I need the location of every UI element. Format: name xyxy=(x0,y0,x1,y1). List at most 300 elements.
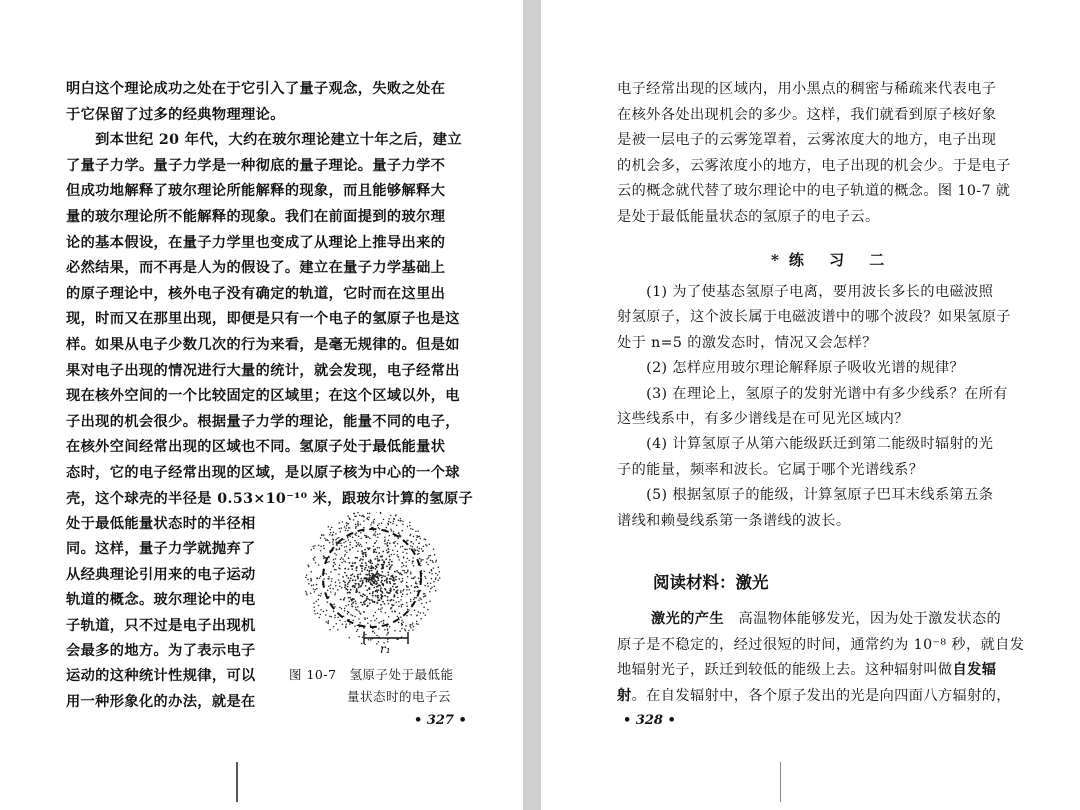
cloud-dot xyxy=(359,545,361,547)
cloud-dot xyxy=(352,606,354,608)
left-wrapped-line-2: 同。这样，量子力学就抛弃了 xyxy=(66,541,256,558)
cloud-dot xyxy=(356,625,358,627)
cloud-dot xyxy=(367,574,369,576)
cloud-dot xyxy=(406,582,408,584)
cloud-dot xyxy=(419,548,421,550)
cloud-dot xyxy=(415,583,417,585)
cloud-dot xyxy=(349,535,351,537)
cloud-dot xyxy=(414,597,416,599)
cloud-dot xyxy=(313,606,315,608)
cloud-dot xyxy=(437,574,439,576)
cloud-dot xyxy=(379,599,381,601)
cloud-dot xyxy=(347,583,349,585)
cloud-dot xyxy=(409,522,411,524)
cloud-dot xyxy=(398,520,400,522)
cloud-dot xyxy=(362,636,364,638)
cloud-dot xyxy=(362,556,364,558)
cloud-dot xyxy=(372,591,374,593)
cloud-dot xyxy=(395,576,397,578)
cloud-dot xyxy=(414,587,416,589)
cloud-dot xyxy=(393,599,395,601)
cloud-dot xyxy=(439,571,441,573)
cloud-dot xyxy=(335,554,337,556)
cloud-dot xyxy=(386,582,388,584)
cloud-dot xyxy=(407,539,409,541)
cloud-dot xyxy=(431,578,433,580)
cloud-dot xyxy=(393,604,395,606)
cloud-dot xyxy=(366,589,368,591)
cloud-dot xyxy=(344,555,346,557)
cloud-dot xyxy=(373,574,375,576)
cloud-dot xyxy=(424,576,426,578)
cloud-dot xyxy=(328,526,330,528)
cloud-dot xyxy=(384,603,386,605)
left-text-line-6: 量的玻尔理论所不能解释的现象。我们在前面提到的玻尔理 xyxy=(66,209,446,225)
cloud-dot xyxy=(352,562,354,564)
cloud-dot xyxy=(339,548,341,550)
cloud-dot xyxy=(419,597,421,599)
cloud-dot xyxy=(348,612,350,614)
cloud-dot xyxy=(314,591,316,593)
cloud-dot xyxy=(401,530,403,532)
cloud-dot xyxy=(365,552,367,554)
cloud-dot xyxy=(361,545,363,547)
cloud-dot xyxy=(332,538,334,540)
cloud-dot xyxy=(377,547,379,549)
cloud-dot xyxy=(326,621,328,623)
cloud-dot xyxy=(358,542,360,544)
cloud-dot xyxy=(381,555,383,557)
cloud-dot xyxy=(412,557,414,559)
cloud-dot xyxy=(334,569,336,571)
cloud-dot xyxy=(409,625,411,627)
cloud-dot xyxy=(327,623,329,625)
cloud-dot xyxy=(311,579,313,581)
cloud-dot xyxy=(330,591,332,593)
cloud-dot xyxy=(359,560,361,562)
cloud-dot xyxy=(350,589,352,591)
cloud-dot xyxy=(344,597,346,599)
cloud-dot xyxy=(405,625,407,627)
cloud-dot xyxy=(353,519,355,521)
cloud-dot xyxy=(406,602,408,604)
cloud-dot xyxy=(369,538,371,540)
cloud-dot xyxy=(357,574,359,576)
cloud-dot xyxy=(330,532,332,534)
cloud-dot xyxy=(390,588,392,590)
cloud-dot xyxy=(350,614,352,616)
cloud-dot xyxy=(333,562,335,564)
cloud-dot xyxy=(307,564,309,566)
cloud-dot xyxy=(375,531,377,533)
cloud-dot xyxy=(391,554,393,556)
cloud-dot xyxy=(352,620,354,622)
cloud-dot xyxy=(366,578,368,580)
cloud-dot xyxy=(357,512,359,513)
cloud-dot xyxy=(345,588,347,590)
cloud-dot xyxy=(400,616,402,618)
cloud-dot xyxy=(398,601,400,603)
cloud-dot xyxy=(327,540,329,542)
cloud-dot xyxy=(435,578,437,580)
cloud-dot xyxy=(341,562,343,564)
cloud-dot xyxy=(340,559,342,561)
cloud-dot xyxy=(402,604,404,606)
right-text-line-1: 电子经常出现的区域内，用小黑点的稠密与稀疏来代表电子 xyxy=(617,81,997,97)
cloud-dot xyxy=(347,530,349,532)
cloud-dot xyxy=(382,595,384,597)
cloud-dot xyxy=(406,589,408,591)
cloud-dot xyxy=(313,547,315,549)
cloud-dot xyxy=(417,550,419,552)
cloud-dot xyxy=(399,534,401,536)
cloud-dot xyxy=(416,591,418,593)
scan-artifact-mark xyxy=(236,762,238,802)
cloud-dot xyxy=(389,626,391,628)
cloud-dot xyxy=(370,620,372,622)
cloud-dot xyxy=(432,560,434,562)
cloud-dot xyxy=(388,603,390,605)
cloud-dot xyxy=(323,534,325,536)
cloud-dot xyxy=(367,598,369,600)
cloud-dot xyxy=(376,586,378,588)
cloud-dot xyxy=(346,525,348,527)
cloud-dot xyxy=(397,597,399,599)
cloud-dot xyxy=(382,601,384,603)
cloud-dot xyxy=(375,612,377,614)
cloud-dot xyxy=(365,634,367,636)
cloud-dot xyxy=(379,574,381,576)
cloud-dot xyxy=(352,579,354,581)
cloud-dot xyxy=(377,558,379,560)
cloud-dot xyxy=(321,535,323,537)
cloud-dot xyxy=(374,558,376,560)
cloud-dot xyxy=(393,589,395,591)
cloud-dot xyxy=(330,529,332,531)
cloud-dot xyxy=(375,535,377,537)
cloud-dot xyxy=(349,542,351,544)
cloud-dot xyxy=(426,561,428,563)
cloud-dot xyxy=(392,523,394,525)
cloud-dot xyxy=(381,598,383,600)
cloud-dot xyxy=(326,610,328,612)
cloud-dot xyxy=(345,627,347,629)
cloud-dot xyxy=(400,572,402,574)
cloud-dot xyxy=(391,607,393,609)
cloud-dot xyxy=(355,607,357,609)
cloud-dot xyxy=(410,599,412,601)
cloud-dot xyxy=(366,596,368,598)
cloud-dot xyxy=(391,530,393,532)
cloud-dot xyxy=(310,592,312,594)
cloud-dot xyxy=(428,557,430,559)
cloud-dot xyxy=(378,523,380,525)
cloud-dot xyxy=(374,574,376,576)
cloud-dot xyxy=(413,536,415,538)
cloud-dot xyxy=(413,577,415,579)
cloud-dot xyxy=(401,619,403,621)
cloud-dot xyxy=(334,617,336,619)
cloud-dot xyxy=(354,576,356,578)
cloud-dot xyxy=(398,622,400,624)
cloud-dot xyxy=(392,586,394,588)
cloud-dot xyxy=(411,577,413,579)
cloud-dot xyxy=(401,628,403,630)
cloud-dot xyxy=(358,636,360,638)
cloud-dot xyxy=(349,549,351,551)
cloud-dot xyxy=(365,535,367,537)
cloud-dot xyxy=(377,525,379,527)
cloud-dot xyxy=(389,564,391,566)
cloud-dot xyxy=(383,519,385,521)
cloud-dot xyxy=(416,621,418,623)
cloud-dot xyxy=(393,554,395,556)
cloud-dot xyxy=(385,558,387,560)
cloud-dot xyxy=(345,530,347,532)
cloud-dot xyxy=(346,522,348,524)
left-text-line-17: 壳，这个球壳的半径是 0.53×10⁻¹⁰ 米，跟玻尔计算的氢原子 xyxy=(66,490,474,507)
cloud-dot xyxy=(368,561,370,563)
cloud-dot xyxy=(376,602,378,604)
cloud-dot xyxy=(406,586,408,588)
exercise-line-4: (2) 怎样应用玻尔理论解释原子吸收光谱的规律？ xyxy=(617,360,965,377)
cloud-dot xyxy=(358,586,360,588)
cloud-dot xyxy=(366,580,368,582)
cloud-dot xyxy=(337,617,339,619)
cloud-dot xyxy=(365,554,367,556)
cloud-dot xyxy=(360,544,362,546)
cloud-dot xyxy=(380,609,382,611)
cloud-dot xyxy=(366,542,368,544)
cloud-dot xyxy=(365,555,367,557)
cloud-dot xyxy=(417,546,419,548)
cloud-dot xyxy=(415,549,417,551)
cloud-dot xyxy=(407,569,409,571)
cloud-dot xyxy=(372,601,374,603)
cloud-dot xyxy=(395,579,397,581)
cloud-dot xyxy=(434,554,436,556)
cloud-dot xyxy=(407,571,409,573)
cloud-dot xyxy=(426,545,428,547)
cloud-dot xyxy=(345,605,347,607)
cloud-dot xyxy=(365,585,367,587)
cloud-dot xyxy=(386,543,388,545)
cloud-dot xyxy=(386,634,388,636)
cloud-dot xyxy=(416,535,418,537)
cloud-dot xyxy=(354,625,356,627)
cloud-dot xyxy=(410,541,412,543)
cloud-dot xyxy=(380,589,382,591)
cloud-dot xyxy=(416,615,418,617)
cloud-dot xyxy=(315,562,317,564)
cloud-dot xyxy=(374,533,376,535)
cloud-dot xyxy=(348,558,350,560)
cloud-dot xyxy=(323,578,325,580)
cloud-dot xyxy=(360,538,362,540)
cloud-dot xyxy=(373,546,375,548)
cloud-dot xyxy=(332,588,334,590)
cloud-dot xyxy=(364,549,366,551)
cloud-dot xyxy=(380,581,382,583)
cloud-dot xyxy=(348,523,350,525)
cloud-dot xyxy=(431,573,433,575)
cloud-dot xyxy=(359,592,361,594)
cloud-dot xyxy=(316,588,318,590)
cloud-dot xyxy=(417,553,419,555)
cloud-dot xyxy=(346,552,348,554)
cloud-dot xyxy=(401,606,403,608)
cloud-dot xyxy=(346,546,348,548)
cloud-dot xyxy=(372,578,374,580)
cloud-dot xyxy=(433,548,435,550)
cloud-dot xyxy=(406,552,408,554)
left-text-line-5: 但成功地解释了玻尔理论所能解释的现象，而且能够解释大 xyxy=(66,183,446,200)
cloud-dot xyxy=(345,541,347,543)
cloud-dot xyxy=(365,537,367,539)
cloud-dot xyxy=(372,630,374,632)
cloud-dot xyxy=(323,548,325,550)
cloud-dot xyxy=(348,527,350,529)
cloud-dot xyxy=(405,561,407,563)
cloud-dot xyxy=(320,593,322,595)
cloud-dot xyxy=(407,576,409,578)
cloud-dot xyxy=(318,605,320,607)
cloud-dot xyxy=(339,564,341,566)
cloud-dot xyxy=(378,641,380,643)
cloud-dot xyxy=(368,581,370,583)
cloud-dot xyxy=(320,545,322,547)
cloud-dot xyxy=(332,535,334,537)
cloud-dot xyxy=(333,603,335,605)
cloud-dot xyxy=(396,554,398,556)
cloud-dot xyxy=(412,622,414,624)
cloud-dot xyxy=(377,533,379,535)
left-wrapped-line-7: 运动的这种统计性规律，可以 xyxy=(66,668,256,685)
cloud-dot xyxy=(398,578,400,580)
cloud-dot xyxy=(363,552,365,554)
exercise-line-9: (5) 根据氢原子的能级，计算氢原子巴耳末线系第五条 xyxy=(617,487,994,504)
cloud-dot xyxy=(349,518,351,520)
cloud-dot xyxy=(349,562,351,564)
cloud-dot xyxy=(390,522,392,524)
right-text-line-3: 是被一层电子的云雾笼罩着，云雾浓度大的地方，电子出现 xyxy=(617,132,997,149)
cloud-dot xyxy=(410,572,412,574)
cloud-dot xyxy=(393,521,395,523)
cloud-dot xyxy=(330,571,332,573)
cloud-dot xyxy=(342,623,344,625)
cloud-dot xyxy=(362,593,364,595)
cloud-dot xyxy=(388,562,390,564)
cloud-dot xyxy=(313,588,315,590)
cloud-dot xyxy=(347,577,349,579)
cloud-dot xyxy=(343,539,345,541)
cloud-dot xyxy=(352,602,354,604)
cloud-dot xyxy=(386,626,388,628)
cloud-dot xyxy=(370,524,372,526)
cloud-dot xyxy=(332,543,334,545)
cloud-dot xyxy=(394,571,396,573)
cloud-dot xyxy=(406,593,408,595)
cloud-dot xyxy=(425,595,427,597)
cloud-dot xyxy=(334,606,336,608)
cloud-dot xyxy=(368,519,370,521)
cloud-dot xyxy=(404,548,406,550)
cloud-dot xyxy=(404,628,406,630)
cloud-dot xyxy=(340,542,342,544)
right-text-line-2: 在核外各处出现机会的多少。这样，我们就看到原子核好象 xyxy=(617,106,997,123)
cloud-dot xyxy=(436,560,438,562)
cloud-dot xyxy=(401,574,403,576)
cloud-dot xyxy=(355,524,357,526)
cloud-dot xyxy=(368,516,370,518)
cloud-dot xyxy=(364,578,366,580)
cloud-dot xyxy=(314,610,316,612)
cloud-dot xyxy=(308,583,310,585)
cloud-dot xyxy=(430,583,432,585)
cloud-dot xyxy=(393,596,395,598)
cloud-dot xyxy=(435,590,437,592)
cloud-dot xyxy=(355,535,357,537)
cloud-dot xyxy=(381,591,383,593)
cloud-dot xyxy=(412,629,414,631)
cloud-dot xyxy=(398,533,400,535)
cloud-dot xyxy=(311,549,313,551)
cloud-dot xyxy=(421,603,423,605)
cloud-dot xyxy=(402,594,404,596)
cloud-dot xyxy=(397,592,399,594)
cloud-dot xyxy=(347,537,349,539)
cloud-dot xyxy=(413,626,415,628)
cloud-dot xyxy=(419,558,421,560)
cloud-dot xyxy=(398,606,400,608)
cloud-dot xyxy=(320,537,322,539)
cloud-dot xyxy=(320,595,322,597)
right-text-line-6: 是处于最低能量状态的氢原子的电子云。 xyxy=(617,209,880,225)
exercise-line-3: 处于 n=5 的激发态时，情况又会怎样？ xyxy=(617,334,877,351)
cloud-dot xyxy=(323,545,325,547)
cloud-dot xyxy=(417,587,419,589)
cloud-dot xyxy=(402,580,404,582)
cloud-dot xyxy=(341,557,343,559)
cloud-dot xyxy=(402,621,404,623)
cloud-dot xyxy=(348,601,350,603)
cloud-dot xyxy=(339,607,341,609)
cloud-dot xyxy=(439,577,441,579)
cloud-dot xyxy=(362,559,364,561)
cloud-dot xyxy=(387,600,389,602)
cloud-dot xyxy=(366,606,368,608)
reading-line-2: 原子是不稳定的，经过很短的时间，通常约为 10⁻⁸ 秒，就自发 xyxy=(617,637,1025,653)
cloud-dot xyxy=(368,639,370,641)
cloud-dot xyxy=(387,629,389,631)
cloud-dot xyxy=(362,515,364,517)
cloud-dot xyxy=(341,545,343,547)
cloud-dot xyxy=(373,534,375,536)
cloud-dot xyxy=(341,527,343,529)
cloud-dot xyxy=(382,575,384,577)
cloud-dot xyxy=(329,629,331,631)
cloud-dot xyxy=(362,580,364,582)
cloud-dot xyxy=(355,527,357,529)
cloud-dot xyxy=(386,527,388,529)
exercise-line-7: (4) 计算氢原子从第六能级跃迁到第二能级时辐射的光 xyxy=(617,436,994,453)
cloud-dot xyxy=(438,566,440,568)
cloud-dot xyxy=(386,578,388,580)
cloud-dot xyxy=(338,579,340,581)
electron-cloud-figure xyxy=(298,512,448,657)
cloud-dot xyxy=(335,582,337,584)
cloud-dot xyxy=(403,557,405,559)
